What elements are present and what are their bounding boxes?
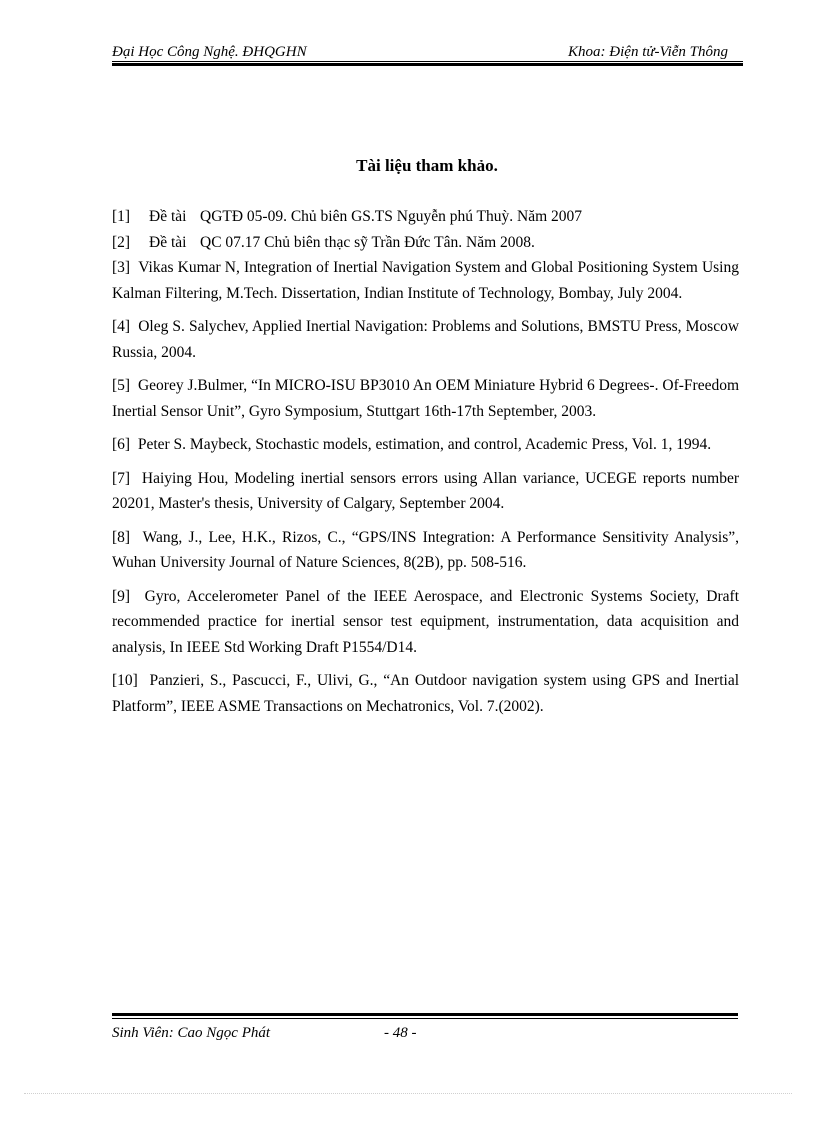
header-rule-thin	[112, 61, 743, 62]
reference-item	[112, 432, 739, 458]
reference-item	[112, 230, 739, 256]
reference-item	[112, 204, 739, 230]
reference-number: [2]	[112, 233, 131, 251]
reference-text: Gyro, Accelerometer Panel of the IEEE Aerospace, and Electronic Systems Society, Draft recommended practice for inertial sensor test equipment, instrumentation, data acquisition and analysis, In IEEE Std Working Draft P1554/D14.	[112, 587, 740, 656]
page-header	[112, 40, 742, 62]
reference-item	[112, 373, 739, 424]
reference-tag: Đề tài	[149, 208, 187, 225]
reference-item	[112, 314, 739, 365]
page-edge-divider	[24, 1093, 792, 1094]
reference-text: Vikas Kumar N, Integration of Inertial Navigation System and Global Positioning System Using Kalman Filtering, M.Tech. Dissertation, Indian Institute of Technology, Bombay, July 2004.	[112, 259, 739, 302]
reference-number: [7]	[112, 469, 131, 487]
reference-number: [8]	[112, 528, 131, 546]
footer-rule-thick	[112, 1013, 738, 1016]
reference-number: [4]	[112, 318, 131, 335]
reference-number: [3]	[112, 259, 131, 276]
header-faculty: Khoa: Điện tử-Viễn Thông	[568, 44, 728, 60]
reference-tag: Đề tài	[149, 233, 187, 251]
header-rule-thick	[112, 63, 743, 66]
reference-number: [10]	[112, 672, 138, 689]
footer-student-name: Sinh Viên: Cao Ngọc Phát	[112, 1025, 271, 1041]
reference-text: QGTĐ 05-09. Chủ biên GS.TS Nguyễn phú Thuỳ. Năm 2007	[200, 208, 583, 225]
reference-text: Panzieri, S., Pascucci, F., Ulivi, G., “An Outdoor navigation system using GPS and Inertial Platform”, IEEE ASME Transactions on Mechatronics, Vol. 7.(2002).	[112, 672, 740, 715]
reference-item	[112, 668, 739, 719]
reference-number: [1]	[112, 208, 131, 225]
reference-text: QC 07.17 Chủ biên thạc sỹ Trần Đức Tân. Năm 2008.	[200, 233, 535, 251]
reference-item	[112, 466, 739, 517]
footer-rule-thin	[112, 1018, 738, 1019]
reference-text: Haiying Hou, Modeling inertial sensors errors using Allan variance, UCEGE reports number 20201, Master's thesis, University of Calgary, September 2004.	[112, 469, 739, 512]
reference-item	[112, 584, 739, 661]
reference-list	[112, 204, 739, 727]
reference-number: [5]	[112, 377, 131, 394]
reference-item	[112, 255, 739, 306]
reference-text: Georey J.Bulmer, “In MICRO-ISU BP3010 An OEM Miniature Hybrid 6 Degrees-. Of-Freedom Inertial Sensor Unit”, Gyro Symposium, Stuttgart 16th-17th September, 2003.	[112, 377, 740, 420]
page-title: Tài liệu tham khảo.	[356, 156, 498, 175]
reference-number: [9]	[112, 587, 131, 605]
reference-item	[112, 525, 739, 576]
reference-text: Oleg S. Salychev, Applied Inertial Navigation: Problems and Solutions, BMSTU Press, Moscow Russia, 2004.	[112, 318, 740, 361]
header-university: Đại Học Công Nghệ. ĐHQGHN	[112, 44, 307, 60]
page-number: - 48 -	[384, 1025, 417, 1041]
reference-number: [6]	[112, 436, 131, 453]
reference-text: Wang, J., Lee, H.K., Rizos, C., “GPS/INS Integration: A Performance Sensitivity Analysis”, Wuhan University Journal of Nature Sciences, 8(2B), pp. 508-516.	[112, 528, 740, 571]
reference-text: Peter S. Maybeck, Stochastic models, estimation, and control, Academic Press, Vol. 1, 1994.	[137, 436, 712, 453]
